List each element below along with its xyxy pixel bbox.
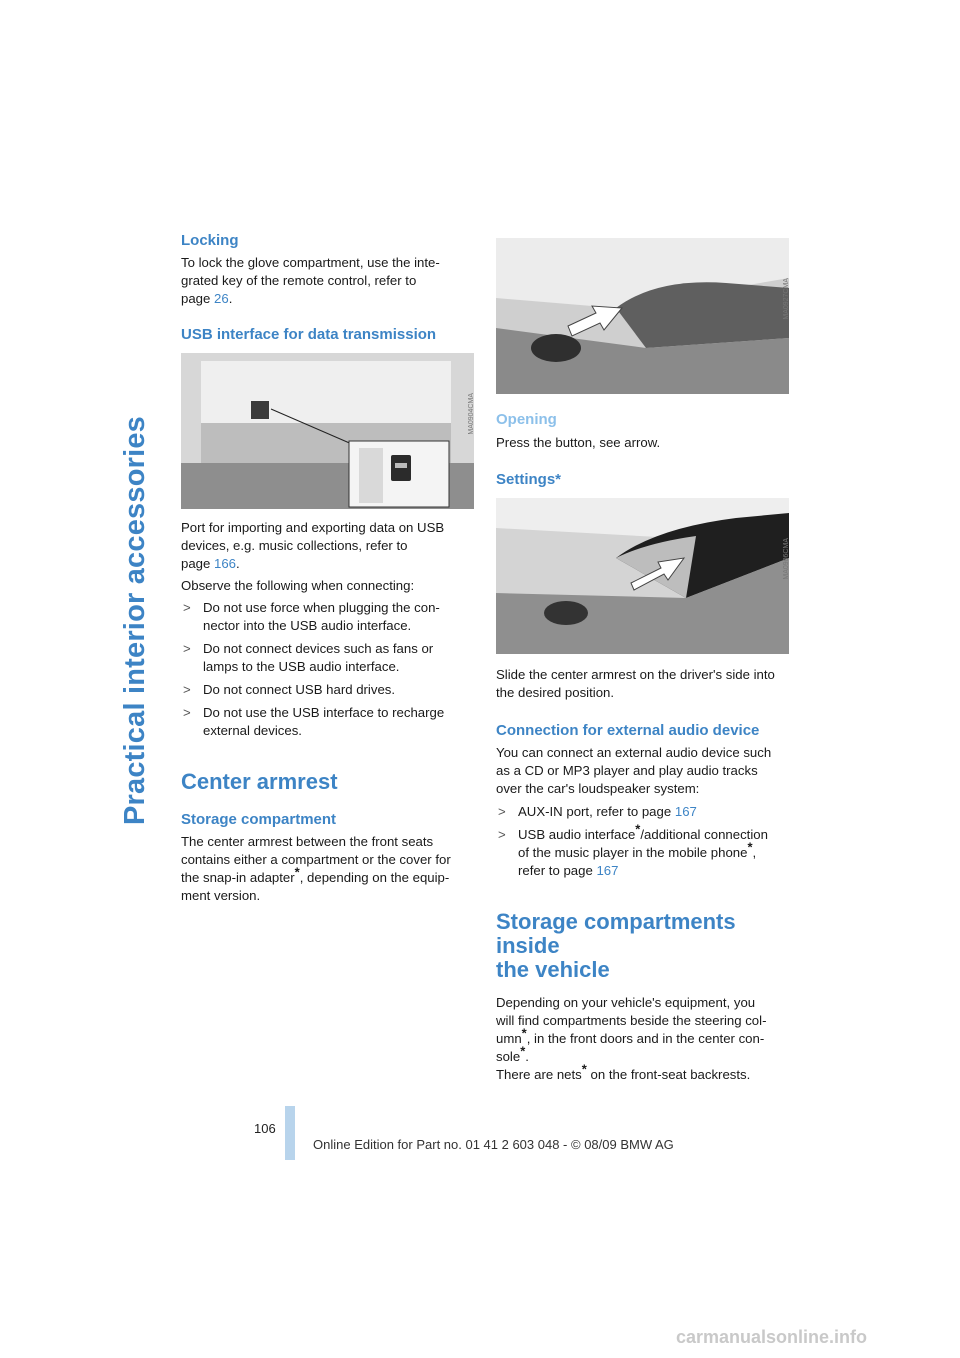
page-link-167[interactable]: 167 <box>674 804 697 819</box>
list-item-line: Do not use force when plugging the con- <box>203 600 440 615</box>
storage-line-3b: , depending on the equip- <box>299 870 450 885</box>
footer-accent-bar <box>285 1106 295 1160</box>
opening-text: Press the button, see arrow. <box>496 435 661 450</box>
locking-line-2: grated key of the remote control, refer to <box>181 273 417 288</box>
usb-paragraph: Port for importing and exporting data on USB devices, e.g. music collections, refer to page 166. <box>181 520 445 571</box>
list-item <box>181 704 477 740</box>
storage-vehicle-line-5b: on the front-seat backrests. <box>586 1067 751 1082</box>
site-watermark: carmanualsonline.info <box>676 1327 868 1347</box>
list-item <box>181 599 477 635</box>
page-link-167[interactable]: 167 <box>596 863 619 878</box>
settings-line-2: the desired position. <box>496 685 615 700</box>
bullet-marker: > <box>183 705 191 720</box>
optional-star: * <box>581 1061 587 1077</box>
bullet-marker: > <box>498 827 506 842</box>
storage-vehicle-line-2: will find compartments beside the steering col- <box>496 1013 767 1028</box>
storage-vehicle-line-1: Depending on your vehicle's equipment, you <box>496 995 756 1010</box>
settings-image-code: MA0906CMA <box>783 538 790 580</box>
bullet-marker: > <box>183 600 191 615</box>
settings-line-1: Slide the center armrest on the driver's side into <box>496 667 775 682</box>
usb-bullet-list <box>181 599 477 740</box>
usb-heading: USB interface for data transmission <box>181 326 437 343</box>
list-item <box>496 821 792 880</box>
opening-heading: Opening <box>496 411 557 428</box>
list-item-line: nector into the USB audio interface. <box>203 618 412 633</box>
page-link-166[interactable]: 166 <box>214 556 237 571</box>
connection-line-3: over the car's loudspeaker system: <box>496 781 700 796</box>
armrest-opening-photo <box>496 238 789 394</box>
usb-audio-text: , <box>752 845 757 860</box>
storage-vehicle-line-4a: sole <box>496 1049 521 1064</box>
list-item-line: Do not use the USB interface to recharge <box>203 705 445 720</box>
storage-compartment-heading: Storage compartment <box>181 811 337 828</box>
settings-paragraph <box>496 666 792 702</box>
storage-line-4: ment version. <box>181 888 261 903</box>
storage-heading-line-2: the vehicle <box>496 957 610 982</box>
storage-paragraph <box>181 833 477 905</box>
connection-line-2: as a CD or MP3 player and play audio tracks <box>496 763 758 778</box>
list-item-line: external devices. <box>203 723 302 738</box>
storage-heading-line-1: Storage compartments inside <box>496 909 736 958</box>
bullet-marker: > <box>498 804 506 819</box>
usb-audio-text: refer to page <box>518 863 593 878</box>
optional-star: * <box>520 1043 526 1059</box>
page-link-26[interactable]: 26 <box>214 291 229 306</box>
opening-image-code: MA0927CMA <box>783 278 790 320</box>
chapter-side-title <box>110 240 160 1000</box>
locking-heading: Locking <box>181 232 239 249</box>
usb-line-3: page <box>181 556 211 571</box>
page-number: 106 <box>254 1121 276 1136</box>
storage-compartments-heading <box>496 910 792 982</box>
left-column <box>181 230 477 905</box>
usb-photo <box>181 353 474 509</box>
list-item-line: Do not connect devices such as fans or <box>203 641 434 656</box>
usb-audio-text: /additional connection <box>640 827 768 842</box>
usb-audio-text: USB audio interface <box>518 827 636 842</box>
chapter-title-text: Practical interior accessories <box>118 415 151 825</box>
usb-audio-text: of the music player in the mobile phone <box>518 845 748 860</box>
connection-line-1: You can connect an external audio device such <box>496 745 772 760</box>
storage-vehicle-line-5a: There are nets <box>496 1067 582 1082</box>
armrest-settings-photo <box>496 498 789 654</box>
observe-text: Observe the following when connecting: <box>181 578 415 593</box>
list-item <box>181 640 477 676</box>
storage-vehicle-line-4b: . <box>525 1049 529 1064</box>
bullet-marker: > <box>183 682 191 697</box>
optional-star: * <box>747 839 753 855</box>
storage-vehicle-paragraph <box>496 994 792 1084</box>
right-column <box>496 238 792 1084</box>
center-armrest-heading: Center armrest <box>181 769 338 794</box>
settings-heading: Settings* <box>496 471 562 488</box>
storage-line-3a: the snap-in adapter <box>181 870 295 885</box>
usb-line-2: devices, e.g. music collections, refer to <box>181 538 408 553</box>
optional-star: * <box>635 821 641 837</box>
storage-vehicle-line-3a: umn <box>496 1031 522 1046</box>
aux-text: AUX-IN port, refer to page <box>518 804 672 819</box>
storage-line-2: contains either a compartment or the cover for <box>181 852 451 867</box>
list-item <box>496 803 792 821</box>
audio-bullet-list <box>496 803 792 880</box>
connection-paragraph <box>496 744 792 798</box>
locking-line-3: page <box>181 291 211 306</box>
optional-star: * <box>521 1025 527 1041</box>
usb-line-1: Port for importing and exporting data on USB <box>181 520 445 535</box>
storage-line-1: The center armrest between the front seats <box>181 834 434 849</box>
list-item-line: lamps to the USB audio interface. <box>203 659 400 674</box>
connection-heading: Connection for external audio device <box>496 722 760 739</box>
locking-line-1: To lock the glove compartment, use the inte- <box>181 255 440 270</box>
list-item <box>181 681 477 699</box>
locking-paragraph: To lock the glove compartment, use the inte- grated key of the remote control, refer to page 26. <box>181 255 440 306</box>
list-item-line: Do not connect USB hard drives. <box>203 682 396 697</box>
edition-note: Online Edition for Part no. 01 41 2 603 048 - © 08/09 BMW AG <box>313 1137 674 1152</box>
bullet-marker: > <box>183 641 191 656</box>
storage-vehicle-line-3b: , in the front doors and in the center con- <box>526 1031 765 1046</box>
usb-image-code: MA0904CMA <box>468 393 475 435</box>
optional-star: * <box>294 864 300 880</box>
